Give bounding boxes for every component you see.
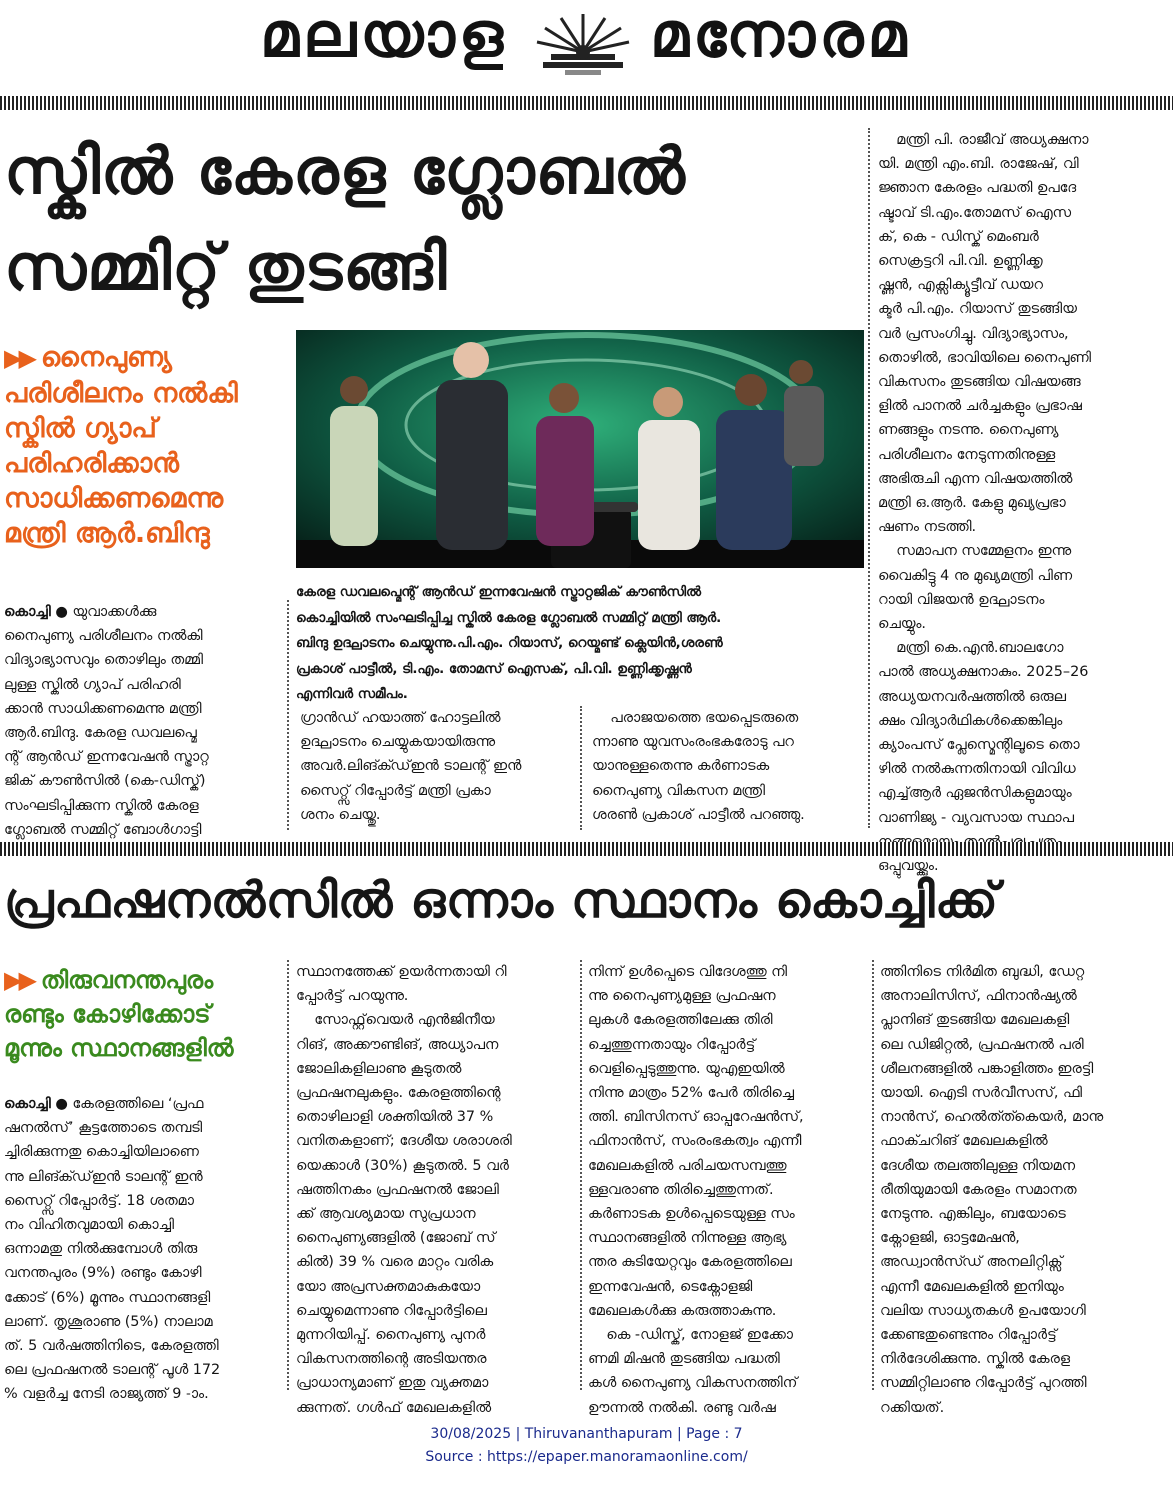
double-arrow-icon: ▶▶ [4, 344, 33, 372]
story2-column-c: ത്തിനിടെ നിർമിത ബുദ്ധി, ഡേറ്റ അനാലിസിസ്, ഫിനാൻഷ്യൽ പ്ലാനിങ് തുടങ്ങിയ മേഖലകളി ലെ ഡിജിറ്റൽ, പ്രഫഷനൽ പരി ശീലനങ്ങളിൽ പങ്കാളിത്തം ഇരട്ടി യായി. ഐടി സർവീസസ്, ഫി നാൻസ്, ഹെൽത്ത്കെയർ, മാനു ഫാക്ചറിങ് മേഖലകളിൽ ദേശീയ തലത്തിലുള്ള നിയമന രീതിയുമായി കേരളം സമാനത നേടുന്നു. എങ്കിലും, ബയോടെ ക്നോളജി, ഓട്ടമേഷൻ, അഡ്വാൻസ്ഡ് അനലിറ്റിക്സ് എന്നീ മേഖലകളിൽ ഇനിയും വലിയ സാധ്യതകൾ ഉപയോഗി ക്കേണ്ടതുണ്ടെന്നും റിപ്പോർട്ട് നിർദേശിക്കുന്നു. സ്കിൽ കേരള സമ്മിറ്റിലാണു റിപ്പോർട്ട് പുറത്തി റക്കിയത്. [880, 964, 1104, 1416]
story1-column-mid-b: പരാജയത്തെ ഭയപ്പെടരുതെ ന്നാണു യുവസംരംഭകരോടു പറ യാനുള്ളതെന്നു കർണാടക നൈപുണ്യ വികസന മന്ത്രി ശരൺ പ്രകാശ് പാട്ടീൽ പറഞ്ഞു. [592, 710, 805, 823]
column-rule [580, 960, 582, 1390]
footer-edition-line: 30/08/2025 | Thiruvananthapuram | Page : 7 [430, 1426, 743, 1442]
story1-column-left [4, 600, 280, 842]
photo-caption: കേരള ഡവലപ്മെന്റ് ആൻഡ് ഇന്നവേഷൻ സ്ട്രാറ്റജിക് കൗൺസിൽ കൊച്ചിയിൽ സംഘടിപ്പിച്ച സ്കിൽ കേരള ഗ്ലോബൽ സമ്മിറ്റ് മന്ത്രി ആർ. ബിന്ദു ഉദ്ഘാടനം ചെയ്യുന്നു.പി.എം. റിയാസ്, റെയ്മണ്ട് ക്ലെയിൻ,ശരൺ പ്രകാശ് പാട്ടീൽ, ടി.എം. തോമസ് ഐസക്, പി.വി. ഉണ്ണിക്കൃഷ്ണൻ എന്നിവർ സമീപം. [296, 585, 723, 703]
masthead [0, 0, 1173, 86]
story1-kicker-text: നൈപുണ്യ പരിശീലനം നൽകി സ്കിൽ ഗ്യാപ് പരിഹരിക്കാൻ സാധിക്കണമെന്നു മന്ത്രി ആർ.ബിന്ദു [4, 342, 238, 549]
footer-source-link[interactable]: Source : https://epaper.manoramaonline.com/ [425, 1449, 748, 1465]
newspaper-emblem-icon [521, 4, 645, 76]
story2-column-a: സ്ഥാനത്തേക്ക് ഉയർന്നതായി റി പ്പോർട്ട് പറയുന്നു. സോഫ്റ്റ്‌വെയർ എൻജിനീയ റിങ്, അക്കൗണ്ടിങ്, അധ്യാപന ജോലികളിലാണു കൂടുതൽ പ്രഫഷനലുകളും. കേരളത്തിന്റെ തൊഴിലാളി ശക്തിയിൽ 37 % വനിതകളാണ്; ദേശീയ ശരാശരി യെക്കാൾ (30%) കൂടുതൽ. 5 വർ ഷത്തിനകം പ്രഫഷനൽ ജോലി ക്ക് ആവശ്യമായ സുപ്രധാന നൈപുണ്യങ്ങളിൽ (ജോബ് സ് കിൽ) 39 % വരെ മാറ്റം വരിക യോ അപ്രസക്തമാകുകയോ ചെയ്യുമെന്നാണു റിപ്പോർട്ടിലെ മുന്നറിയിപ്പ്. നൈപുണ്യ പുനർ വികസനത്തിന്റെ അടിയന്തര പ്രാധാന്യമാണ് ഇതു വ്യക്തമാ ക്കുന്നത്. ഗൾഫ് മേഖലകളിൽ [296, 964, 512, 1416]
story1-dateline: കൊച്ചി [4, 604, 51, 620]
masthead-title-left: മലയാള [260, 0, 507, 71]
story1-headline [4, 124, 844, 316]
masthead-rule [0, 96, 1173, 110]
story2-headline: പ്രഫഷനൽസിൽ ഒന്നാം സ്ഥാനം കൊച്ചിക്ക് [4, 872, 999, 929]
story2-column-left-text: കേരളത്തിലെ ‘പ്രഫ ഷനൽസ്’ കൂട്ടത്തോടെ തമ്പടി ച്ചിരിക്കുന്നതു കൊച്ചിയിലാണെ ന്നു ലിങ്ക്ഡ്ഇൻ ടാലന്റ് ഇൻ സൈറ്റ്സ് റിപ്പോർട്ട്. 18 ശതമാ നം വിഹിതവുമായി കൊച്ചി ഒന്നാമതു നിൽക്കുമ്പോൾ തിരു വനന്തപുരം (9%) രണ്ടും കോഴി ക്കോട് (6%) മൂന്നും സ്ഥാനങ്ങളി ലാണ്. തൃശൂരാണു (5%) നാലാമ ത്. 5 വർഷത്തിനിടെ, കേരളത്തി ലെ പ്രഫഷനൽ ടാലന്റ് പൂൾ 172 % വളർച്ച നേടി രാജ്യത്ത് 9 -ാം. [4, 1096, 221, 1403]
story2-column-left [4, 1092, 280, 1407]
bullet-icon: ● [50, 1096, 68, 1112]
double-arrow-icon: ▶▶ [4, 966, 33, 994]
summit-photo [296, 330, 864, 568]
story1-column-right: മന്ത്രി പി. രാജീവ് അധ്യക്ഷനാ യി. മന്ത്രി എം.ബി. രാജേഷ്, വി ജ്ഞാന കേരളം പദ്ധതി ഉപദേ ഷ്ടാവ് ടി.എം.തോമസ് ഐസ ക്, കെ - ഡിസ്ക് മെംബർ സെക്രട്ടറി പി.വി. ഉണ്ണിക്കൃ ഷ്ണൻ, എക്സിക്യൂട്ടീവ് ഡയറ ക്ടർ പി.എം. റിയാസ് തുടങ്ങിയ വർ പ്രസംഗിച്ചു. വിദ്യാഭ്യാസം, തൊഴിൽ, ഭാവിയിലെ നൈപുണി വികസനം തുടങ്ങിയ വിഷയങ്ങ ളിൽ പാനൽ ചർച്ചകളും പ്രഭാഷ ണങ്ങളും നടന്നു. നൈപുണ്യ പരിശീലനം നേടുന്നതിനുള്ള അഭിരുചി എന്ന വിഷയത്തിൽ മന്ത്രി ഒ.ആർ. കേളു മുഖ്യപ്രഭാ ഷണം നടത്തി. സമാപന സമ്മേളനം ഇന്നു വൈകിട്ടു 4 നു മുഖ്യമന്ത്രി പിണ റായി വിജയൻ ഉദ്ഘാടനം ചെയ്യും. മന്ത്രി കെ.എൻ.ബാലഗോ പാൽ അധ്യക്ഷനാകും. 2025–26 അധ്യയനവർഷത്തിൽ ഒരുല ക്ഷം വിദ്യാർഥികൾക്കെങ്കിലും ക്യാംപസ് പ്ലേസ്മെന്റിലൂടെ തൊ ഴിൽ നൽകുന്നതിനായി വിവിധ എച്ച്ആർ ഏജൻസികളുമായും വാണിജ്യ - വ്യവസായ സ്ഥാപ ഒപ്പുവയ്ക്കും. [878, 132, 1092, 875]
bullet-icon: ● [50, 604, 68, 620]
story1-column-left-text: യുവാക്കൾക്കു നൈപുണ്യ പരിശീലനം നൽകി വിദ്യാഭ്യാസവും തൊഴിലും തമ്മി ലുള്ള സ്കിൽ ഗ്യാപ് പരിഹരി ക്കാൻ സാധിക്കണമെന്നു മന്ത്രി ആർ.ബിന്ദു. കേരള ഡവലപ്മെ ന്റ് ആൻഡ് ഇന്നവേഷൻ സ്ട്രാറ്റ ജിക് കൗൺസിൽ (കെ-ഡിസ്ക്) സംഘടിപ്പിക്കുന്ന സ്കിൽ കേരള ഗ്ലോബൽ സമ്മിറ്റ് ബോൾഗാട്ടി [4, 604, 209, 838]
story1-headline-line2: സമ്മിറ്റ് തുടങ്ങി [4, 231, 448, 305]
column-rule [872, 960, 874, 1390]
story1-kicker [4, 340, 280, 551]
section-rule [0, 842, 1173, 856]
story2-kicker [4, 963, 280, 1065]
story2-column-b: നിന്ന് ഉൾപ്പെടെ വിദേശത്തു നി ന്നു നൈപുണ്യമുള്ള പ്രഫഷന ലുകൾ കേരളത്തിലേക്കു തിരി ച്ചെത്തുന്നതായും റിപ്പോർട്ട് വെളിപ്പെടുത്തുന്നു. യുഎഇയിൽ നിന്നു മാത്രം 52% പേർ തിരിച്ചെ ത്തി. ബിസിനസ് ഓപ്പറേഷൻസ്, ഫിനാൻസ്, സംരംഭകത്വം എന്നീ മേഖലകളിൽ പരിചയസമ്പത്തു ള്ളവരാണു തിരിച്ചെത്തുന്നത്. കർണാടക ഉൾപ്പെടെയുള്ള സം സ്ഥാനങ്ങളിൽ നിന്നുള്ള ആഭ്യ ന്തര കുടിയേറ്റവും കേരളത്തിലെ ഇന്നവേഷൻ, ടെക്നോളജി മേഖലകൾക്കു കരുത്താകുന്നു. കെ -ഡിസ്ക്, നോളജ് ഇക്കോ ണമി മിഷൻ തുടങ്ങിയ പദ്ധതി കൾ നൈപുണ്യ വികസനത്തിന് ഊന്നൽ നൽകി. രണ്ടു വർഷ [588, 964, 804, 1416]
story2-dateline: കൊച്ചി [4, 1096, 51, 1112]
column-rule [287, 960, 289, 1390]
column-rule [868, 128, 870, 828]
masthead-title-right: മനോരമ [650, 0, 911, 71]
summit-photo-image [296, 330, 864, 568]
column-rule [580, 706, 582, 830]
story2-kicker-text: തിരുവനന്തപുരം രണ്ടും കോഴിക്കോട് മൂന്നും സ്ഥാനങ്ങളിൽ [4, 966, 234, 1062]
story1-headline-line1: സ്കിൽ കേരള ഗ്ലോബൽ [4, 135, 686, 209]
story1-column-mid-a: ഗ്രാൻഡ് ഹയാത്ത് ഹോട്ടലിൽ ഉദ്ഘാടനം ചെയ്യുകയായിരുന്നു അവർ.ലിങ്ക്ഡ്ഇൻ ടാലന്റ് ഇൻ സൈറ്റ്സ് റിപ്പോർട്ട് മന്ത്രി പ്രകാ ശനം ചെയ്തു. [300, 710, 522, 823]
column-rule [287, 600, 289, 830]
